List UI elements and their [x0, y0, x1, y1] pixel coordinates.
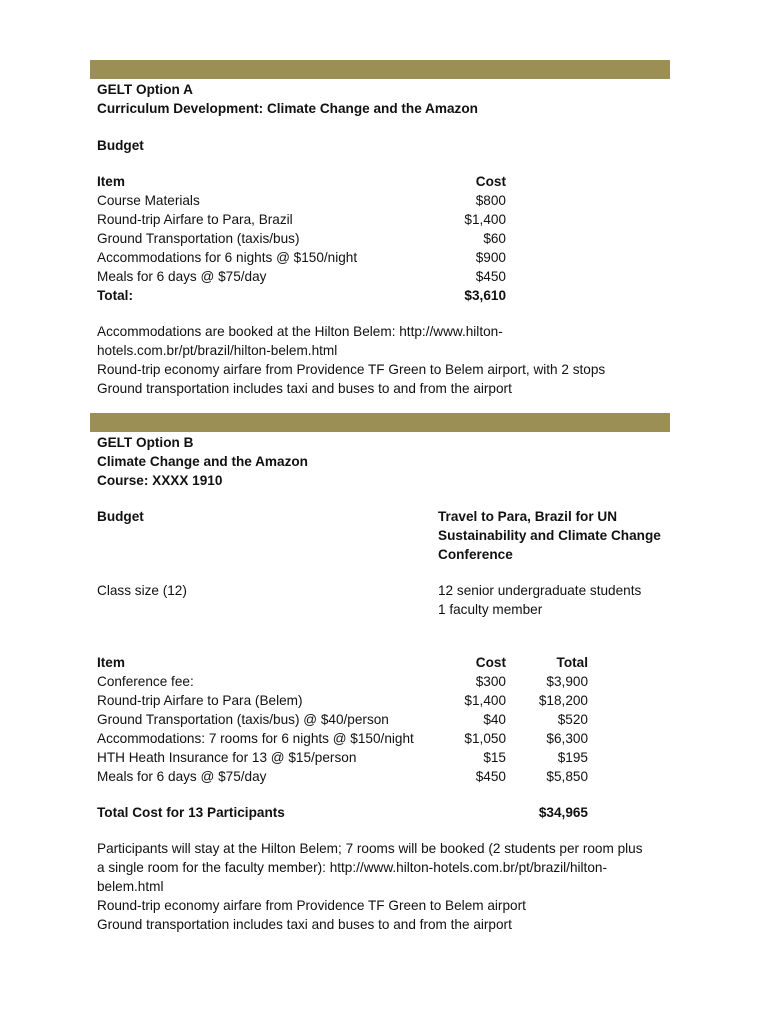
option-a-subtitle: Curriculum Development: Climate Change and the Amazon	[97, 101, 478, 116]
option-b-row-cost: $1,400	[464, 693, 506, 708]
option-a-row-cost: $450	[475, 269, 506, 284]
option-b-item-header: Item	[97, 655, 125, 670]
option-a-row-item: Ground Transportation (taxis/bus)	[97, 231, 300, 246]
option-b-travel-line: Travel to Para, Brazil for UN	[438, 509, 618, 524]
option-b-note-line: Ground transportation includes taxi and buses to and from the airport	[97, 917, 512, 932]
option-b-title: GELT Option B	[97, 435, 194, 450]
option-b-row-item: Accommodations: 7 rooms for 6 nights @ $150/night	[97, 731, 414, 746]
option-b-cost-header: Cost	[475, 655, 506, 670]
option-b-travel-line: Sustainability and Climate Change	[438, 528, 661, 543]
option-a-row-item: Course Materials	[97, 193, 200, 208]
section-divider-b	[90, 413, 670, 432]
option-a-budget-label: Budget	[97, 138, 144, 153]
option-b-note-line: Round-trip economy airfare from Providence TF Green to Belem airport	[97, 898, 526, 913]
option-b-row-item: HTH Heath Insurance for 13 @ $15/person	[97, 750, 357, 765]
option-a-total-label: Total:	[97, 288, 133, 303]
option-b-participant-line: 12 senior undergraduate students	[438, 583, 642, 598]
option-b-row-total: $18,200	[538, 693, 588, 708]
option-a-row-item: Accommodations for 6 nights @ $150/night	[97, 250, 358, 265]
option-b-row-cost: $300	[475, 674, 506, 689]
option-b-row-cost: $15	[483, 750, 506, 765]
option-b-row-total: $3,900	[546, 674, 588, 689]
option-b-participant-line: 1 faculty member	[438, 602, 543, 617]
option-a-row-cost: $1,400	[464, 212, 506, 227]
option-b-budget-label: Budget	[97, 509, 144, 524]
option-b-row-item: Ground Transportation (taxis/bus) @ $40/person	[97, 712, 389, 727]
option-a-note-line: Round-trip economy airfare from Providence TF Green to Belem airport, with 2 stops	[97, 362, 606, 377]
option-b-note-line: belem.html	[97, 879, 164, 894]
option-b-notes	[97, 839, 667, 934]
option-a-row-cost: $60	[483, 231, 506, 246]
option-b-total-header: Total	[556, 655, 588, 670]
option-b-row-cost: $1,050	[464, 731, 506, 746]
option-b-row-total: $195	[557, 750, 588, 765]
option-a-note-line: hotels.com.br/pt/brazil/hilton-belem.html	[97, 343, 338, 358]
option-a-note-line: Accommodations are booked at the Hilton Belem: http://www.hilton-	[97, 324, 503, 339]
option-b-row-total: $520	[557, 712, 588, 727]
option-a-cost-header: Cost	[475, 174, 506, 189]
option-a-row-cost: $900	[475, 250, 506, 265]
option-b-travel-line: Conference	[438, 547, 513, 562]
option-a-row-item: Round-trip Airfare to Para, Brazil	[97, 212, 293, 227]
option-a-row-item: Meals for 6 days @ $75/day	[97, 269, 267, 284]
option-a-row-cost: $800	[475, 193, 506, 208]
option-b-note-line: a single room for the faculty member): http://www.hilton-hotels.com.br/pt/brazil/hilton-	[97, 860, 607, 875]
option-b-row-total: $6,300	[546, 731, 588, 746]
option-b-note-line: Participants will stay at the Hilton Belem; 7 rooms will be booked (2 students per room plus	[97, 841, 643, 856]
option-b-subtitle: Climate Change and the Amazon	[97, 454, 308, 469]
option-b-grand-total-label: Total Cost for 13 Participants	[97, 805, 285, 820]
option-b-row-total: $5,850	[546, 769, 588, 784]
option-a-note-line: Ground transportation includes taxi and buses to and from the airport	[97, 381, 512, 396]
option-b-grand-total-value: $34,965	[538, 805, 588, 820]
option-b-course: Course: XXXX 1910	[97, 473, 223, 488]
option-b-row-cost: $40	[483, 712, 506, 727]
option-b-row-cost: $450	[475, 769, 506, 784]
option-a-item-header: Item	[97, 174, 125, 189]
option-a-title: GELT Option A	[97, 82, 193, 97]
section-divider-a	[90, 60, 670, 79]
option-b-row-item: Round-trip Airfare to Para (Belem)	[97, 693, 303, 708]
option-b-class-size: Class size (12)	[97, 583, 187, 598]
option-a-notes	[97, 322, 667, 398]
option-a-total-value: $3,610	[464, 288, 506, 303]
option-b-row-item: Conference fee:	[97, 674, 194, 689]
option-b-row-item: Meals for 6 days @ $75/day	[97, 769, 267, 784]
